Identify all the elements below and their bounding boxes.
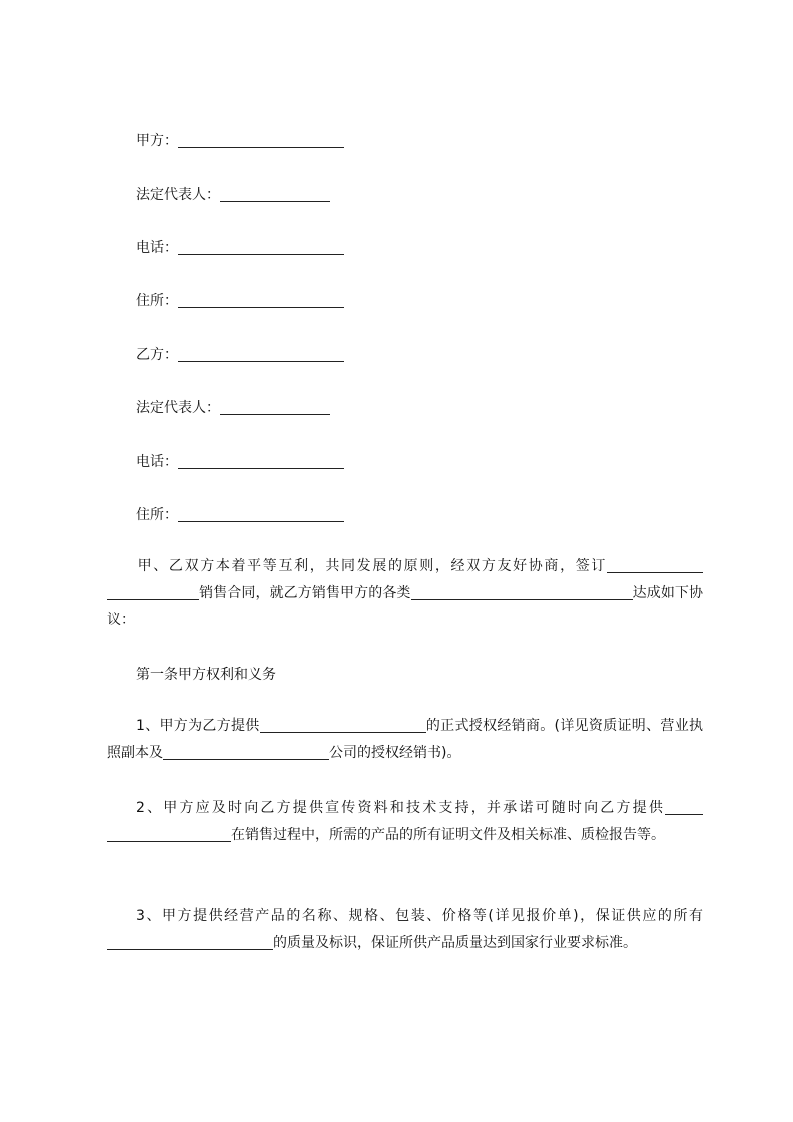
article-1-title: 第一条甲方权利和义务 <box>136 667 276 683</box>
party-a-address-label: 住所： <box>136 293 178 309</box>
party-b-rep-field <box>136 398 330 418</box>
party-a-address-field <box>136 291 344 311</box>
party-a-phone-blank[interactable] <box>178 240 344 255</box>
intro-paragraph <box>107 553 703 634</box>
intro-text-3: 达成如下协议： <box>107 585 704 628</box>
party-a-phone-label: 电话： <box>136 240 178 256</box>
party-b-address-blank[interactable] <box>178 507 344 522</box>
party-a-phone-field <box>136 238 344 258</box>
party-a-name-blank[interactable] <box>178 133 344 148</box>
party-a-name-field <box>136 131 344 151</box>
item-3-text-2: 的质量及标识，保证所供产品质量达到国家行业要求标准。 <box>273 935 637 951</box>
party-b-phone-blank[interactable] <box>178 454 344 469</box>
party-b-name-field <box>136 345 344 365</box>
party-a-rep-label: 法定代表人： <box>136 187 220 203</box>
contract-name-blank-2[interactable] <box>107 585 199 600</box>
party-b-name-blank[interactable] <box>178 347 344 362</box>
party-a-address-blank[interactable] <box>178 293 344 308</box>
intro-text-1: 甲、乙双方本着平等互利，共同发展的原则，经双方友好协商，签订 <box>136 558 607 574</box>
item-2-blank-1[interactable] <box>665 800 703 815</box>
product-category-blank[interactable] <box>411 585 633 600</box>
item-1-text-2: 的正式授权经销商。(详见资质证明、营业执照副本及 <box>107 718 703 761</box>
item-2-text-1: 2、甲方应及时向乙方提供宣传资料和技术支持，并承诺可随时向乙方提供 <box>136 800 665 816</box>
party-b-rep-label: 法定代表人： <box>136 400 220 416</box>
party-a-rep-blank[interactable] <box>220 187 330 202</box>
party-b-phone-field <box>136 452 344 472</box>
party-b-rep-blank[interactable] <box>220 400 330 415</box>
item-2-blank-2[interactable] <box>107 827 231 842</box>
party-b-address-field <box>136 505 344 525</box>
item-3-product-blank[interactable] <box>107 935 273 950</box>
party-b-address-label: 住所： <box>136 507 178 523</box>
article-1-item-2 <box>107 795 703 849</box>
party-a-name-label: 甲方： <box>136 133 178 149</box>
party-a-rep-field <box>136 185 330 205</box>
item-1-text-3: 公司的授权经销书)。 <box>329 745 461 761</box>
article-1-item-3 <box>107 903 703 957</box>
party-b-name-label: 乙方： <box>136 347 178 363</box>
intro-text-2: 销售合同，就乙方销售甲方的各类 <box>199 585 411 601</box>
contract-name-blank-1[interactable] <box>607 558 703 573</box>
party-b-phone-label: 电话： <box>136 454 178 470</box>
item-1-text-1: 1、甲方为乙方提供 <box>136 718 260 734</box>
item-1-company-blank[interactable] <box>163 745 329 760</box>
item-3-text-1: 3、甲方提供经营产品的名称、规格、包装、价格等(详见报价单)，保证供应的所有 <box>136 908 703 924</box>
article-1-item-1 <box>107 713 703 767</box>
item-1-product-blank[interactable] <box>260 718 426 733</box>
item-2-text-2: 在销售过程中，所需的产品的所有证明文件及相关标准、质检报告等。 <box>231 827 665 843</box>
